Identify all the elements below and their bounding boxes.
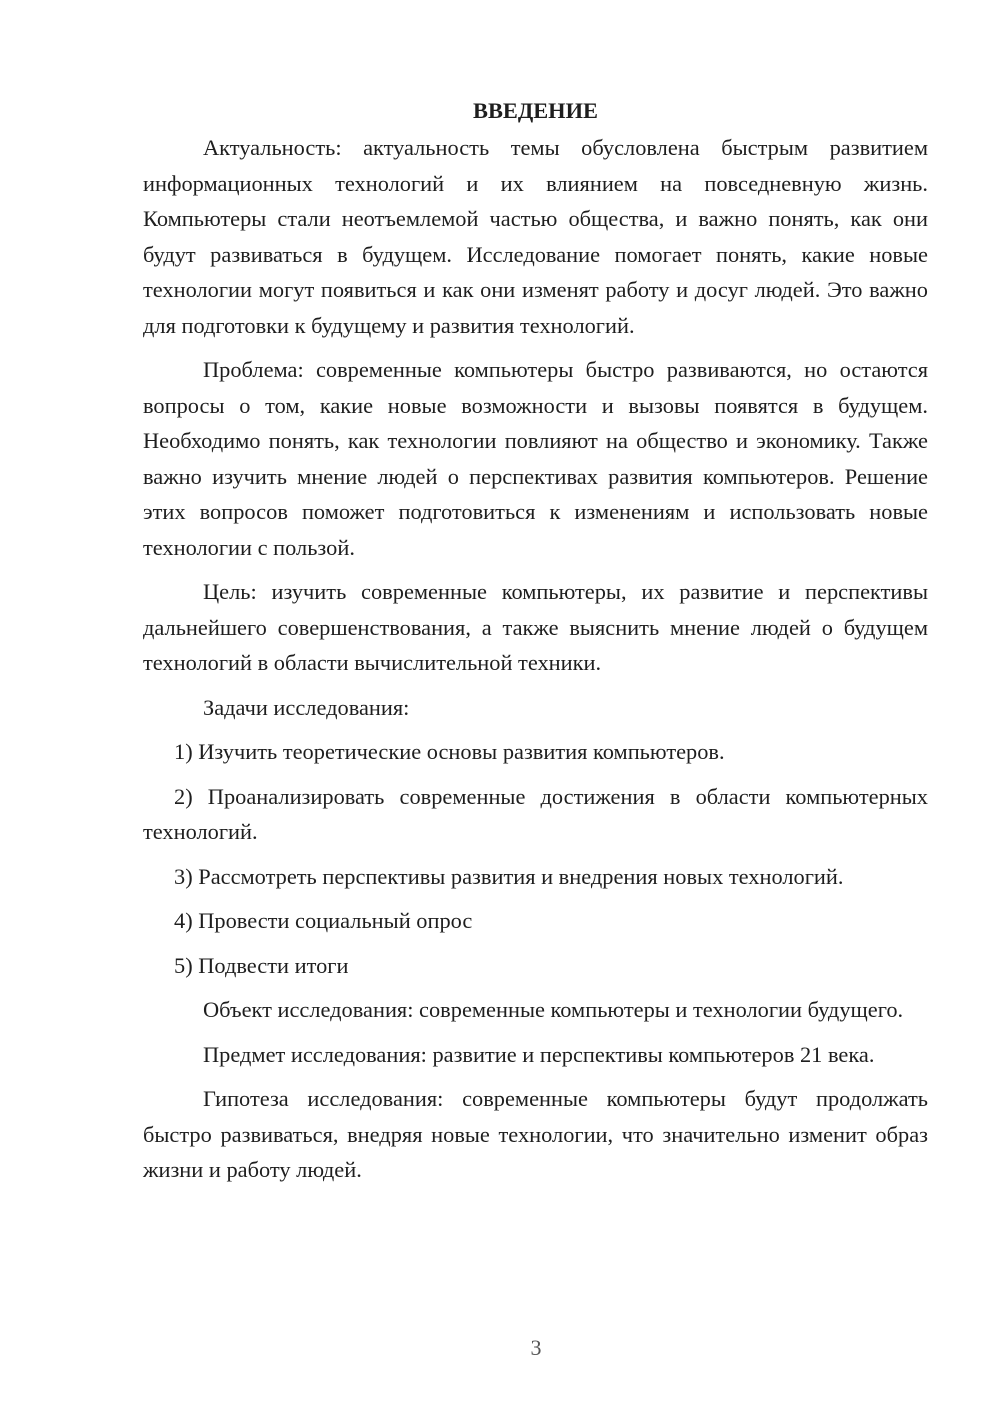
goal-paragraph: Цель: изучить современные компьютеры, их развитие и перспективы дальнейшего совершенствования, а также выяснить мнение людей о будущем технологий в области вычислительной техники. <box>143 579 928 675</box>
hypothesis-paragraph: Гипотеза исследования: современные компьютеры будут продолжать быстро развиваться, внедряя новые технологии, что значительно изменит образ жизни и работу людей. <box>143 1086 928 1182</box>
task-item-3: 3) Рассмотреть перспективы развития и внедрения новых технологий. <box>174 863 844 889</box>
object-paragraph: Объект исследования: современные компьютеры и технологии будущего. <box>203 997 904 1022</box>
document-body <box>143 93 928 1197</box>
task-item-5: 5) Подвести итоги <box>174 952 349 978</box>
relevance-paragraph: Актуальность: актуальность темы обусловлена быстрым развитием информационных технологий и их влиянием на повседневную жизнь. Компьютеры стали неотъемлемой частью общества, и важно понять, как они будут развиваться в будущем. Исследование помогает понять, какие новые технологии могут появиться и как они изменят работу и досуг людей. Это важно для подготовки к будущему и развития технологий. <box>143 135 928 338</box>
section-heading: ВВЕДЕНИЕ <box>473 98 598 123</box>
task-item-4: 4) Провести социальный опрос <box>174 908 473 933</box>
page-number: 3 <box>530 1335 542 1360</box>
subject-paragraph: Предмет исследования: развитие и перспективы компьютеров 21 века. <box>203 1041 875 1067</box>
task-item-2: 2) Проанализировать современные достижения в области компьютерных технологий. <box>143 783 928 844</box>
problem-paragraph: Проблема: современные компьютеры быстро развиваются, но остаются вопросы о том, какие новые возможности и вызовы появятся в будущем. Необходимо понять, как технологии повлияют на общество и экономику. Также важно изучить мнение людей о перспективах развития компьютеров. Решение этих вопросов поможет подготовиться к изменениям и использовать новые технологии с пользой. <box>143 357 928 560</box>
task-item-1: 1) Изучить теоретические основы развития компьютеров. <box>174 739 725 764</box>
tasks-heading: Задачи исследования: <box>203 694 410 720</box>
